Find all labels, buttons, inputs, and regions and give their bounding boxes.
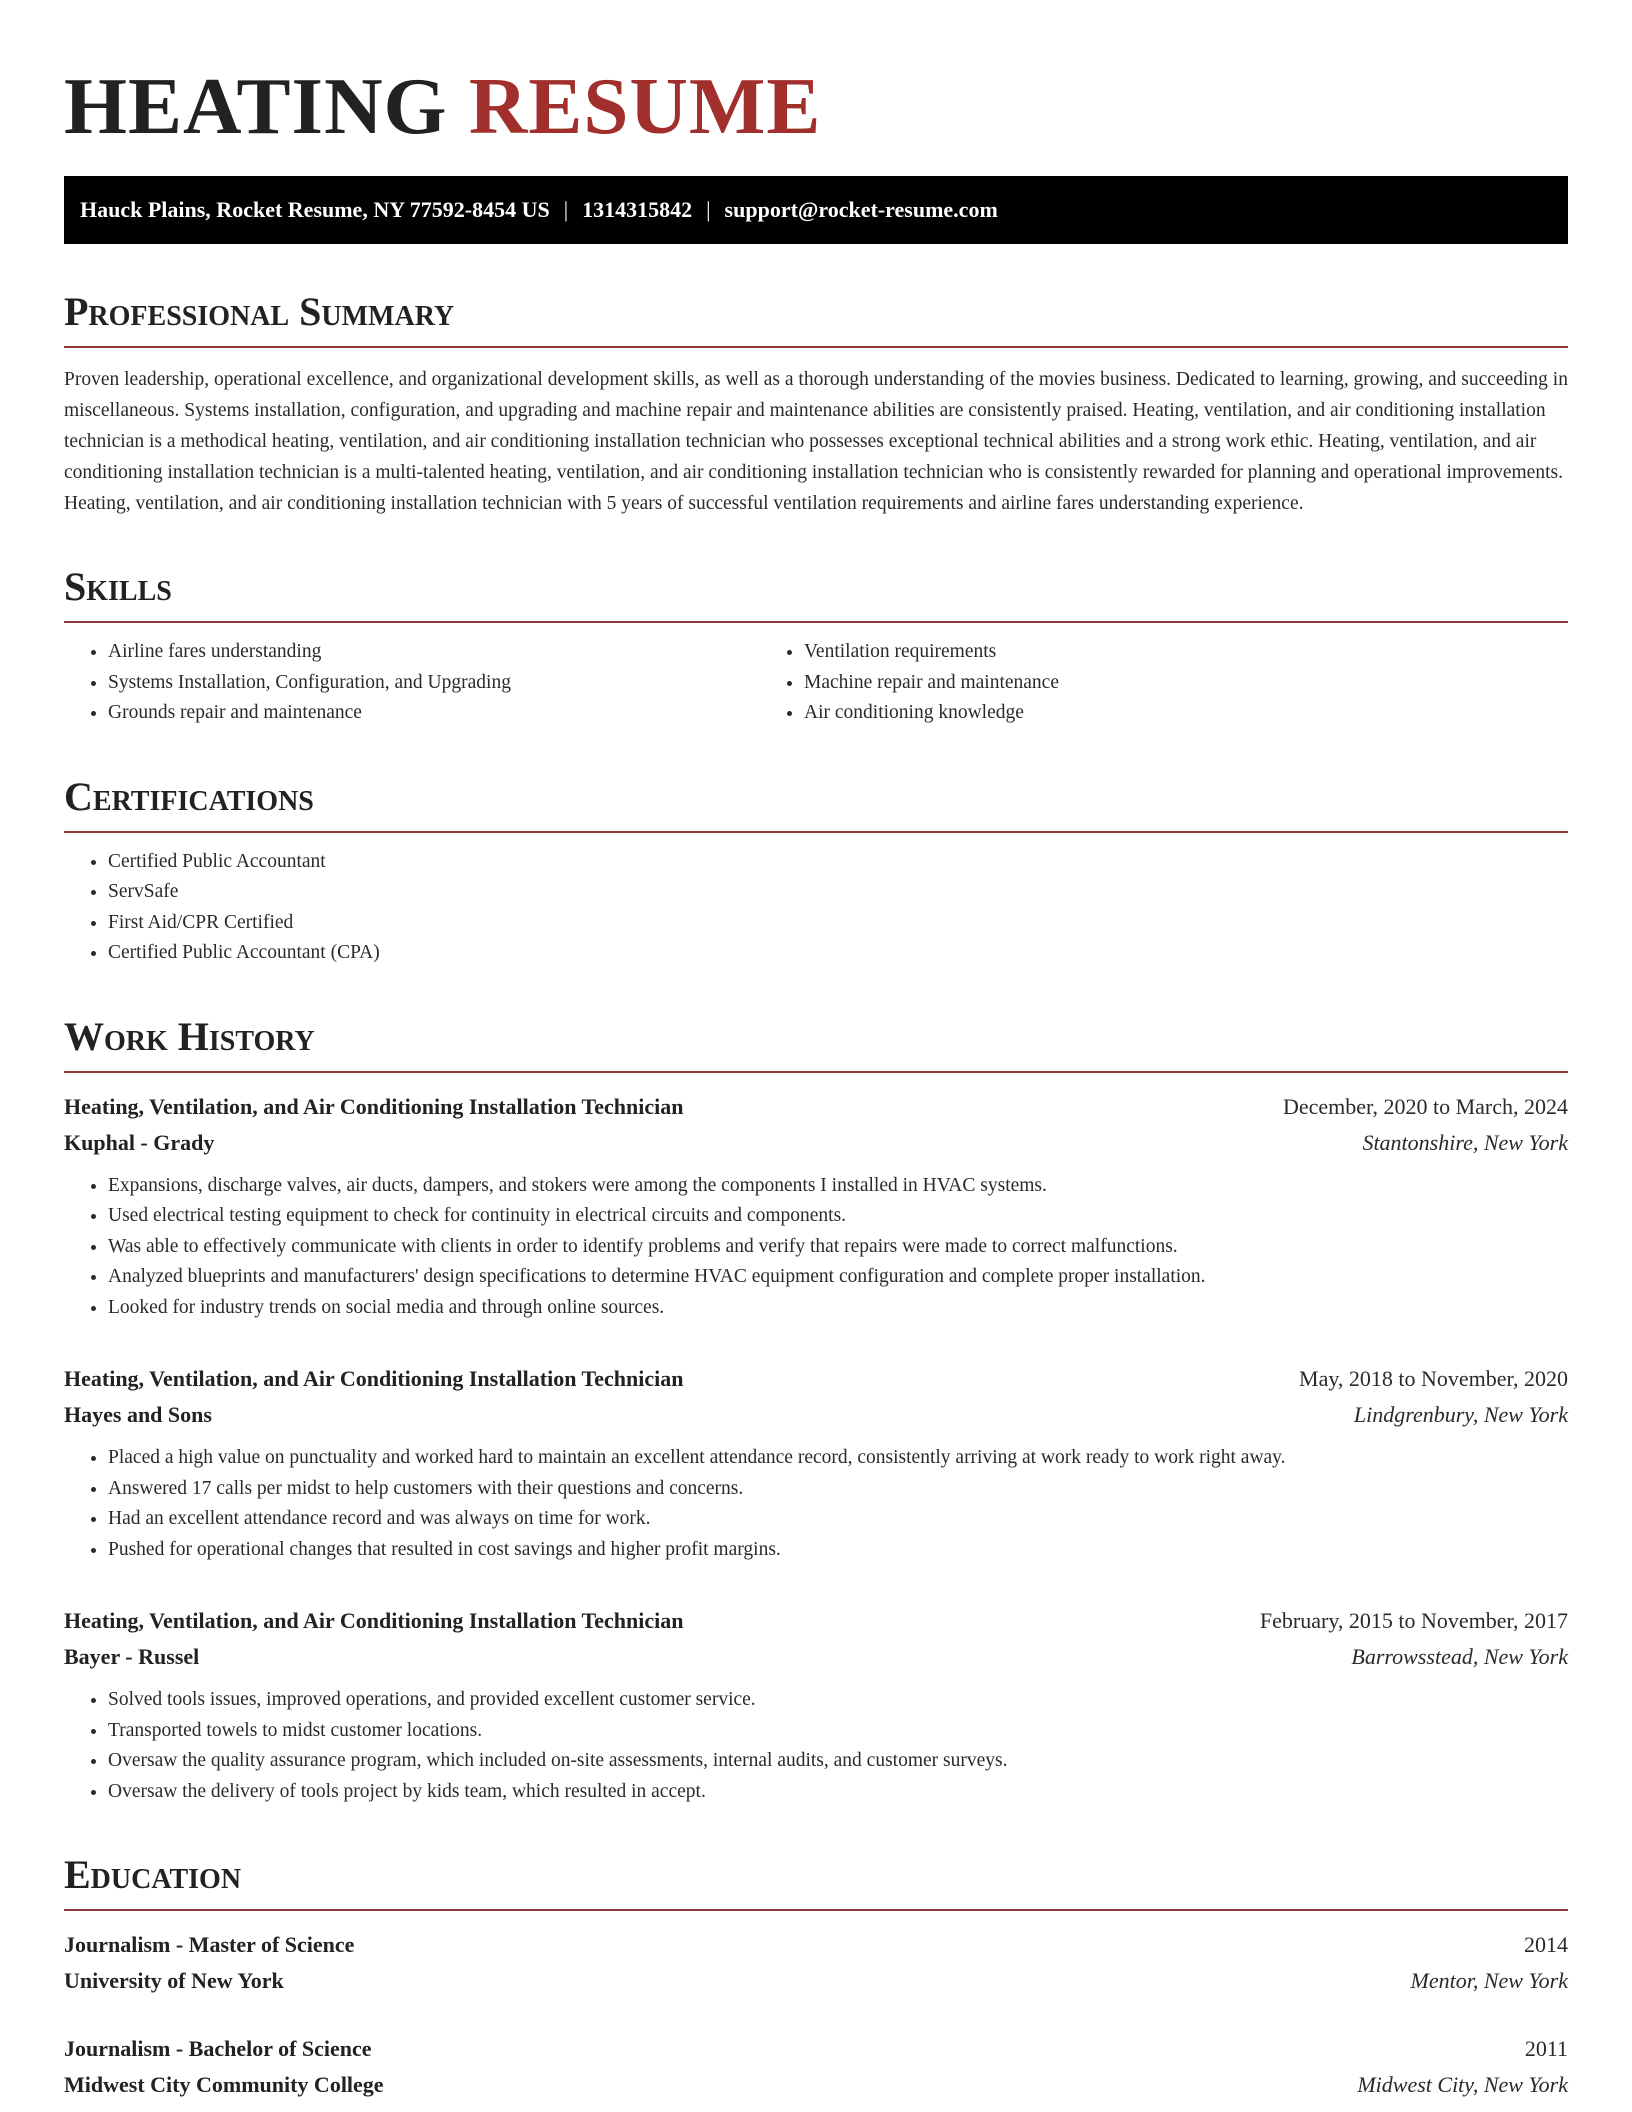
job-entry [64, 1089, 1568, 1324]
education-degree-row [64, 1927, 1568, 1963]
work-history-section [64, 1015, 1568, 1808]
job-dates: December, 2020 to March, 2024 [1282, 1093, 1568, 1119]
job-location: Stantonshire, New York [1362, 1129, 1568, 1155]
education-year: 2011 [1524, 2036, 1568, 2061]
job-dates: May, 2018 to November, 2020 [1299, 1366, 1568, 1391]
summary-text: Proven leadership, operational excellence, and organizational development skills, as well as a thorough understanding of the movies business. Dedicated to learning, growing, and succeeding in miscellaneous. Systems installation, configuration, and upgrading and machine repair and maintenance abilities are consistently praised. Heating, ventilation, and air conditioning installation technician is a methodical heating, ventilation, and air conditioning installation technician who possesses exceptional technical abilities and a strong work ethic. Heating, ventilation, and air conditioning installation technician is a multi-talented heating, ventilation, and air conditioning installation technician who is consistently rewarded for planning and operational improvements. Heating, ventilation, and air conditioning installation technician with 5 years of successful ventilation requirements and airline fares understanding experience. [64, 369, 1568, 514]
education-school: Midwest City Community College [64, 2072, 384, 2097]
job-bullet: • Expansions, discharge valves, air ducts, dampers, and stokers were among the components I installed in HVAC systems. [108, 1171, 1568, 1202]
skills-section [64, 565, 1568, 729]
contact-separator: | [563, 197, 569, 222]
job-bullet: • Transported towels to midst customer locations. [108, 1716, 1568, 1747]
certification-item: • Certified Public Accountant [108, 847, 1568, 878]
job-header-row [64, 1089, 1568, 1125]
contact-bar [64, 176, 1568, 244]
job-company: Bayer - Russel [64, 1644, 200, 1669]
education-year: 2014 [1524, 1932, 1568, 1957]
education-location: Midwest City, New York [1357, 2072, 1568, 2097]
skill-item: • Machine repair and maintenance [804, 668, 1568, 699]
contact-phone: 1314315842 [582, 197, 693, 222]
title-accent: RESUME [468, 61, 822, 151]
skill-item: • Air conditioning knowledge [804, 698, 1568, 729]
job-title: Heating, Ventilation, and Air Conditioning Installation Technician [64, 1093, 684, 1119]
job-header-row [64, 1361, 1568, 1397]
job-company-row [64, 1125, 1568, 1161]
job-entry [64, 1361, 1568, 1565]
work-history-heading: Work History [64, 1015, 1568, 1073]
education-school-row [64, 1963, 1568, 1999]
job-bullet: • Pushed for operational changes that resulted in cost savings and higher profit margins. [108, 1535, 1568, 1566]
job-company-row [64, 1397, 1568, 1433]
contact-email[interactable]: support@rocket-resume.com [724, 197, 998, 222]
job-bullets [64, 1171, 1568, 1324]
education-degree: Journalism - Bachelor of Science [64, 2036, 372, 2061]
job-location: Barrowsstead, New York [1351, 1644, 1568, 1669]
skill-item: • Systems Installation, Configuration, and Upgrading [108, 668, 760, 699]
job-bullet: • Analyzed blueprints and manufacturers' design specifications to determine HVAC equipment configuration and complete proper installation. [108, 1262, 1568, 1293]
certification-item: • Certified Public Accountant (CPA) [108, 938, 1568, 969]
job-title: Heating, Ventilation, and Air Conditioning Installation Technician [64, 1366, 684, 1391]
job-bullet: • Looked for industry trends on social media and through online sources. [108, 1293, 1568, 1324]
skill-item: • Grounds repair and maintenance [108, 698, 760, 729]
resume-content [64, 56, 1568, 2103]
job-bullet: • Had an excellent attendance record and was always on time for work. [108, 1504, 1568, 1535]
skills-grid [64, 637, 1568, 729]
job-bullet: • Oversaw the delivery of tools project by kids team, which resulted in accept. [108, 1777, 1568, 1808]
job-company: Hayes and Sons [64, 1402, 212, 1427]
job-bullet: • Solved tools issues, improved operations, and provided excellent customer service. [108, 1685, 1568, 1716]
certifications-section [64, 775, 1568, 969]
education-school: University of New York [64, 1968, 284, 1993]
job-bullet: • Used electrical testing equipment to check for continuity in electrical circuits and components. [108, 1201, 1568, 1232]
skill-item: • Airline fares understanding [108, 637, 760, 668]
certification-item: • First Aid/CPR Certified [108, 908, 1568, 939]
contact-address: Hauck Plains, Rocket Resume, NY 77592-8454 US [80, 197, 550, 222]
job-bullets [64, 1685, 1568, 1807]
job-bullet: • Answered 17 calls per midst to help customers with their questions and concerns. [108, 1474, 1568, 1505]
skills-column-right [804, 637, 1568, 729]
education-location: Mentor, New York [1410, 1968, 1568, 1993]
job-dates: February, 2015 to November, 2017 [1259, 1608, 1568, 1633]
education-entry [64, 2031, 1568, 2103]
education-heading: Education [64, 1853, 1568, 1911]
education-section [64, 1853, 1568, 2103]
summary-heading: Professional Summary [64, 290, 1568, 348]
education-degree: Journalism - Master of Science [64, 1932, 355, 1957]
certifications-list [64, 847, 1568, 969]
job-entry [64, 1603, 1568, 1807]
job-company: Kuphal - Grady [64, 1129, 215, 1155]
education-entry [64, 1927, 1568, 1999]
job-header-row [64, 1603, 1568, 1639]
contact-separator: | [706, 197, 711, 222]
job-title: Heating, Ventilation, and Air Conditioning Installation Technician [64, 1608, 684, 1633]
job-company-row [64, 1639, 1568, 1675]
skills-heading: Skills [64, 565, 1568, 623]
summary-section [64, 290, 1568, 519]
job-bullet: • Was able to effectively communicate with clients in order to identify problems and verify that repairs were made to correct malfunctions. [108, 1232, 1568, 1263]
education-school-row [64, 2067, 1568, 2103]
job-bullet: • Placed a high value on punctuality and worked hard to maintain an excellent attendance record, consistently arriving at work ready to work right away. [108, 1443, 1568, 1474]
job-location: Lindgrenbury, New York [1353, 1402, 1568, 1427]
certifications-heading: Certifications [64, 775, 1568, 833]
certification-item: • ServSafe [108, 877, 1568, 908]
job-bullets [64, 1443, 1568, 1565]
resume-title [64, 56, 1568, 156]
title-main: HEATING [64, 61, 448, 151]
skills-column-left [64, 637, 760, 729]
job-bullet: • Oversaw the quality assurance program, which included on-site assessments, internal audits, and customer surveys. [108, 1746, 1568, 1777]
skill-item: • Ventilation requirements [804, 637, 1568, 668]
education-degree-row [64, 2031, 1568, 2067]
